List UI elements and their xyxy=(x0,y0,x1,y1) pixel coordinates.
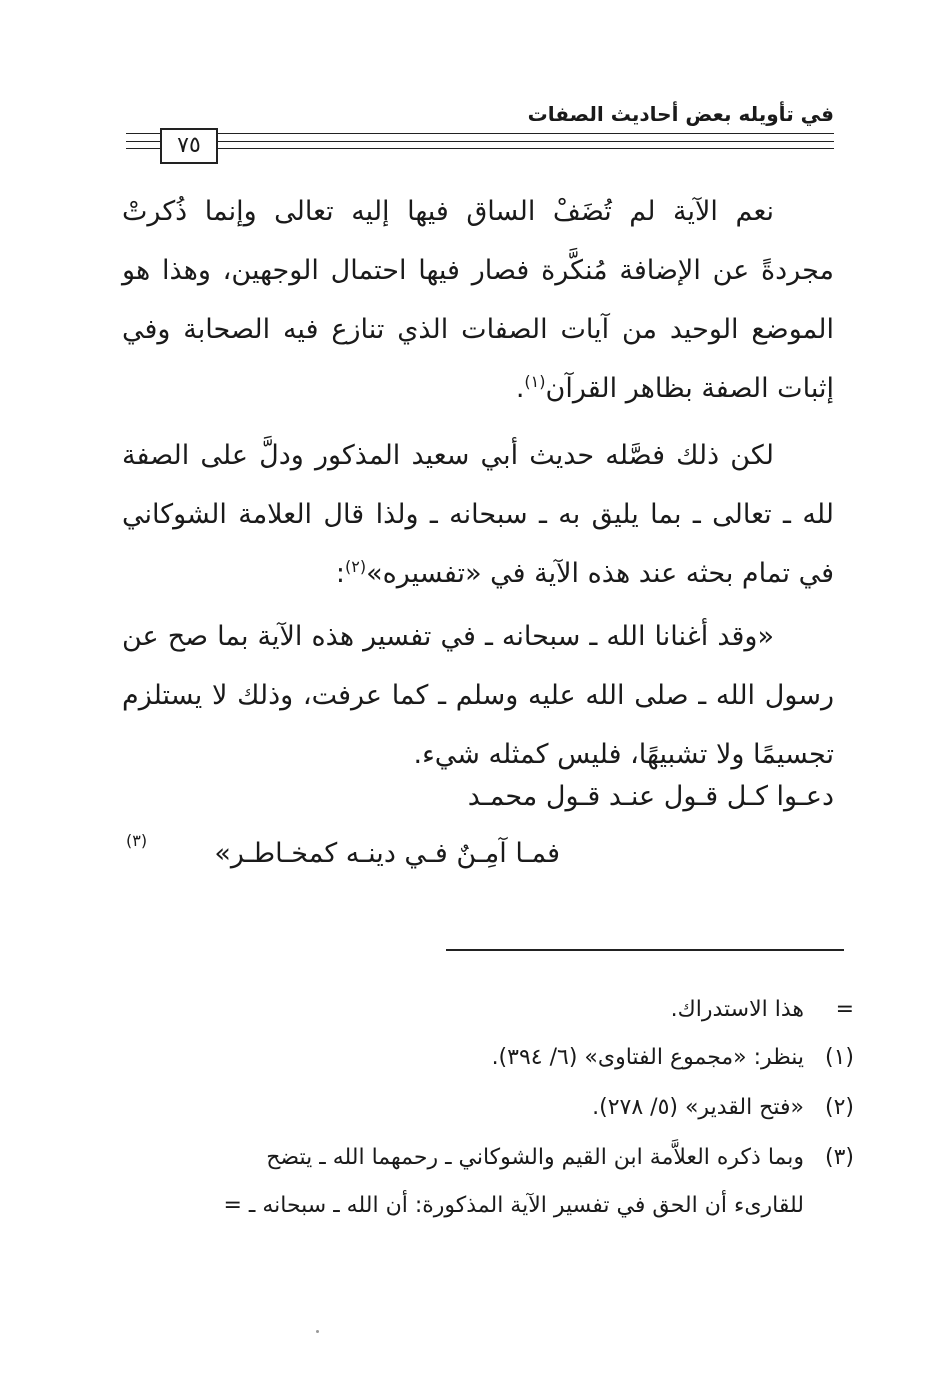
paragraph-2 xyxy=(122,426,834,603)
paragraph-2-text: لكن ذلك فصَّله حديث أبي سعيد المذكور ودلَّ على الصفة لله ـ تعالى ـ بما يليق به ـ سبحانه ـ ولذا قال العلامة الشوكاني في تمام بحثه عند هذه الآية في «تفسيره» xyxy=(122,440,834,589)
footnote-mark: (٣) xyxy=(824,1145,854,1170)
verse-line-2: فمـا آمِـنٌ فـي دينـه كمخـاطـر» xyxy=(214,838,560,869)
footnote-ref-1: (١) xyxy=(524,372,546,391)
footnote-text: هذا الاستدراك. xyxy=(670,997,804,1022)
running-title: في تأويله بعض أحاديث الصفات xyxy=(527,102,834,126)
header-rule xyxy=(126,148,160,149)
header-rule xyxy=(218,148,834,149)
footnote-3 xyxy=(120,1132,854,1184)
paragraph-2-end: : xyxy=(335,558,345,589)
footnote-mark: (٢) xyxy=(824,1095,854,1120)
footnote-mark: = xyxy=(835,997,854,1022)
paragraph-1-end: . xyxy=(515,373,525,404)
footnote-text: «فتح القدير» (٥/ ٢٧٨). xyxy=(592,1095,804,1120)
footnote-continuation xyxy=(120,984,854,1036)
footnote-text: للقارىء أن الحق في تفسير الآية المذكورة: أن الله ـ سبحانه ـ = xyxy=(223,1193,804,1218)
footnote-mark: (١) xyxy=(824,1045,854,1070)
page-number: ٧٥ xyxy=(160,128,218,164)
verse-line-1: دعـوا كـل قـول عنـد قـول محمـد xyxy=(467,781,834,812)
footnote-ref-3: (٣) xyxy=(126,831,148,850)
footnote-separator xyxy=(446,949,844,951)
header-rule xyxy=(126,141,160,142)
footnote-3-continued xyxy=(70,1180,804,1232)
header-rule xyxy=(126,133,834,134)
header-rule xyxy=(218,141,834,142)
scan-speck xyxy=(316,1330,319,1333)
quotation xyxy=(122,607,834,784)
paragraph-1-text: نعم الآية لم تُضَفْ الساق فيها إليه تعالى وإنما ذُكرتْ مجردةً عن الإضافة مُنكَّرة فصار فيها احتمال الوجهين، وهذا هو الموضع الوحيد من آيات الصفات الذي تنازع فيه الصحابة وفي إثبات الصفة بظاهر القرآن xyxy=(122,196,834,404)
footnote-2 xyxy=(120,1082,854,1134)
quotation-text: «وقد أغنانا الله ـ سبحانه ـ في تفسير هذه الآية بما صح عن رسول الله ـ صلى الله عليه وسلم ـ كما عرفت، وذلك لا يستلزم تجسيمًا ولا تشبيهًا، فليس كمثله شيء. xyxy=(122,621,834,770)
paragraph-1 xyxy=(122,182,834,418)
footnote-ref-2: (٢) xyxy=(345,557,367,576)
footnote-text: ينظر: «مجموع الفتاوى» (٦/ ٣٩٤). xyxy=(491,1045,804,1070)
footnote-text: وبما ذكره العلاَّمة ابن القيم والشوكاني ـ رحمهما الله ـ يتضح xyxy=(266,1145,804,1170)
footnote-1 xyxy=(120,1032,854,1084)
